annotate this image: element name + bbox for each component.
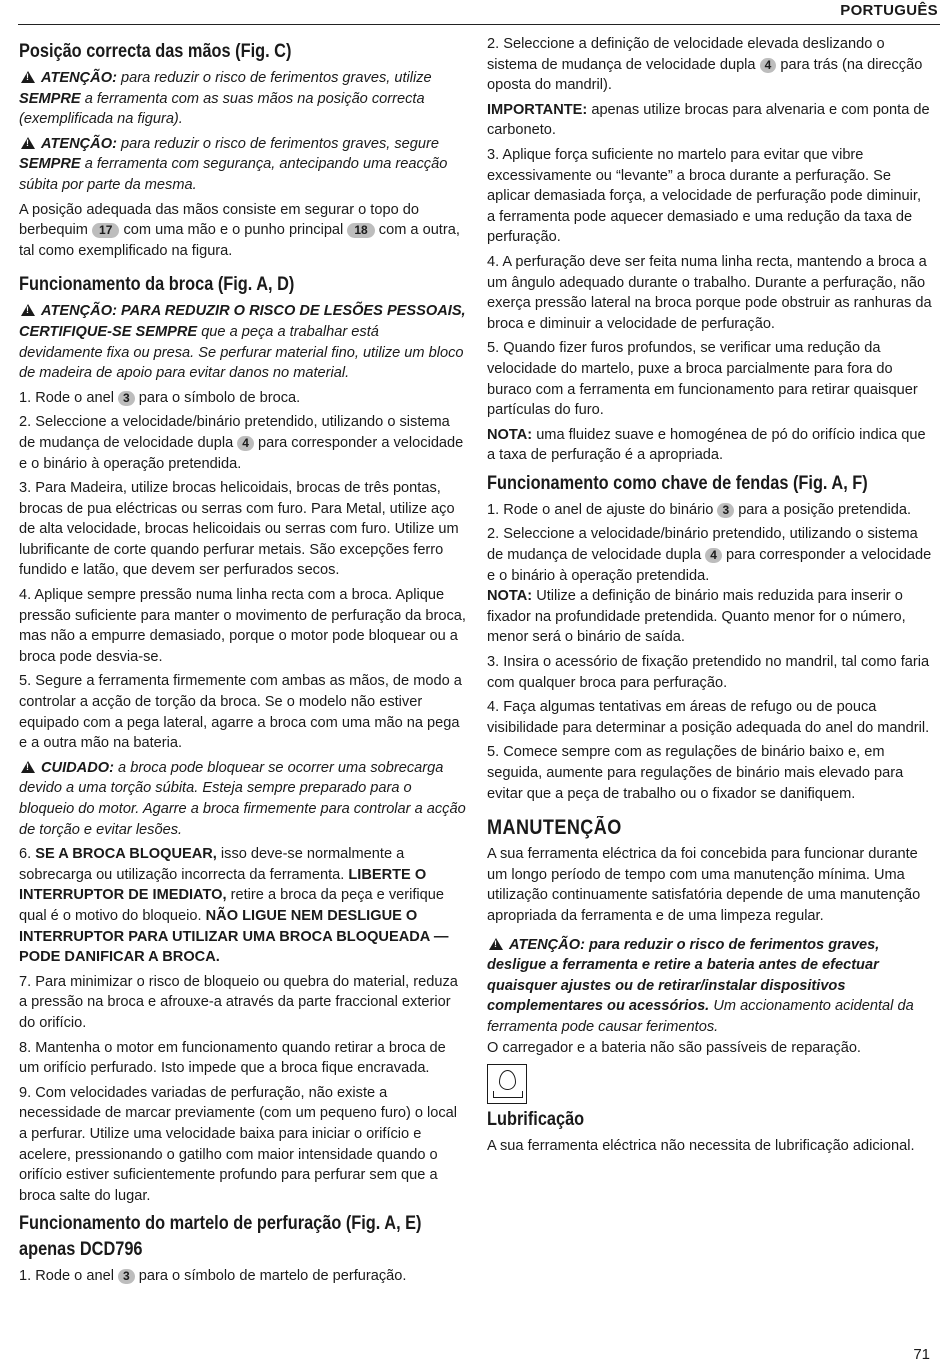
warning-triangle-icon: [21, 761, 35, 773]
right-column: [487, 34, 933, 1161]
warning-triangle-icon: [21, 71, 35, 83]
ref-badge: 3: [118, 1269, 135, 1284]
screw-step-3: 3. Insira o acessório de fixação pretendido no mandril, tal como faria com qualquer broca para perfuração.: [487, 654, 930, 691]
page-header: [18, 0, 940, 25]
drill-step-9: 9. Com velocidades variadas de perfuração, não existe a necessidade de marcar previamente (com um pequeno furo) o local a perfurar. Utilize uma velocidade baixa para iniciar o orifício e acelere, pressionando o gatilho com maior intensidade quando o orifício estiver suficientemente profundo para perfurar sem que a broca salte do lugar.: [19, 1084, 458, 1204]
hammer-step-2: 2. Seleccione a definição de velocidade elevada deslizando o sistema de mudança de velocidade dupla 4 para trás (na direcção oposta do mandril).: [487, 36, 923, 94]
warning-maintenance: !ATENÇÃO: para reduzir o risco de ferimentos graves, desligue a ferramenta e retire a bateria antes de efectuar quaisquer ajustes ou de retirar/instalar dispositivos complementares ou acessórios. Um accionamento acidental da ferramenta pode causar ferimentos.: [487, 935, 933, 1038]
screw-step-4: 4. Faça algumas tentativas em áreas de refugo ou de pouca visibilidade para determinar a posição adequada do anel do mandril.: [487, 699, 930, 736]
drill-step-5: 5. Segure a ferramenta firmemente com ambas as mãos, de modo a controlar a acção de torção da broca. Se o modelo não estiver equipado com a pega lateral, agarre a broca com uma mão na pega e a outra mão na bateria.: [19, 673, 462, 752]
hammer-step-1: 1. Rode o anel 3 para o símbolo de martelo de perfuração.: [19, 1268, 407, 1285]
heading-maintenance: MANUTENÇÃO: [487, 816, 622, 840]
ref-badge: 17: [92, 223, 119, 238]
lubrication-paragraph: A sua ferramenta eléctrica não necessita de lubrificação adicional.: [487, 1138, 915, 1155]
maintenance-note: O carregador e a bateria não são passíveis de reparação.: [487, 1039, 861, 1056]
drill-step-7: 7. Para minimizar o risco de bloqueio ou quebra do material, reduza a pressão na broca e afrouxe-a através da parte fraccional exterior do orifício.: [19, 973, 458, 1031]
drill-step-4: 4. Aplique sempre pressão numa linha recta com a broca. Aplique pressão suficiente para manter o movimento de perfuração da broca, mas não a empurre demasiado, porque o motor pode bloquear ou a broca pode desvia-se.: [19, 587, 466, 665]
heading-hand-position: Posição correcta das mãos (Fig. C): [19, 41, 292, 62]
ref-badge: 4: [760, 58, 777, 73]
important-note: IMPORTANTE: apenas utilize brocas para alvenaria e com ponta de carboneto.: [487, 101, 930, 139]
warning-hands-1: !ATENÇÃO: para reduzir o risco de ferimentos graves, utilize SEMPRE a ferramenta com as suas mãos na posição correcta (exemplificada na figura).: [19, 68, 466, 130]
hammer-step-3: 3. Aplique força suficiente no martelo para evitar que vibre excessivamente ou “levante” a broca durante a perfuração. Se aplicar demasiada força, a velocidade de perfuração pode diminuir, a ferramenta pode aquecer demasiado e uma redução da taxa de perfuração.: [487, 146, 922, 246]
drill-step-2: 2. Seleccione a velocidade/binário pretendido, utilizando o sistema de mudança de velocidade dupla 4 para corresponder a velocidade e o binário à operação pretendida.: [19, 414, 464, 472]
language-label: PORTUGUÊS: [840, 2, 938, 19]
warning-hands-2: !ATENÇÃO: para reduzir o risco de ferimentos graves, segure SEMPRE a ferramenta com segurança, antecipando uma reacção súbita por parte da mesma.: [19, 134, 466, 196]
drill-step-6: 6. SE A BROCA BLOQUEAR, isso deve-se normalmente a sobrecarga ou utilização incorrecta da ferramenta. LIBERTE O INTERRUPTOR DE IMEDIATO, retire a broca da peça e verifique qual é o motivo do bloqueio. NÃO LIGUE NEM DESLIGUE O INTERRUPTOR PARA UTILIZAR UMA BROCA BLOQUEADA — PODE DANIFICAR A BROCA.: [19, 846, 449, 966]
heading-screwdriver: Funcionamento como chave de fendas (Fig. A, F): [487, 472, 868, 494]
screw-step-5: 5. Comece sempre com as regulações de binário baixo e, em seguida, aumente para regulações de binário mais elevado para evitar que a peça de trabalho ou o fixador se danifiquem.: [487, 744, 904, 802]
warning-triangle-icon: [21, 137, 35, 149]
ref-badge: 3: [717, 503, 734, 518]
note-torque: NOTA: Utilize a definição de binário mais reduzida para inserir o fixador na profundidade pretendida. Quanto menor for o número, menor será o binário de saída.: [487, 588, 906, 646]
drill-step-3: 3. Para Madeira, utilize brocas helicoidais, brocas de três pontas, brocas de pua eléctricas ou serras com furo. Para Metal, utilize aço de alta velocidade, brocas helicoidais ou serras com furo. Utilize um lubrificante de corte quando perfurar metais. São excepções ferro fundido e latão, que devem ser perfurados secos.: [19, 480, 459, 579]
warning-triangle-icon: [21, 304, 35, 316]
drill-step-1: 1. Rode o anel 3 para o símbolo de broca.: [19, 389, 301, 406]
screw-step-1: 1. Rode o anel de ajuste do binário 3 para a posição pretendida.: [487, 501, 912, 518]
heading-lubrication: Lubrificação: [487, 1109, 585, 1131]
caution-drill: !CUIDADO: a broca pode bloquear se ocorrer uma sobrecarga devido a uma torção súbita. Esteja sempre preparado para o bloqueio do motor. Agarre a broca firmemente para controlar a acção de torção e evitar lesões.: [19, 758, 466, 840]
screw-step-2: 2. Seleccione a velocidade/binário pretendido, utilizando o sistema de mudança de velocidade dupla 4 para corresponder a velocidade e o binário à operação pretendida.: [487, 526, 932, 584]
hand-position-paragraph: A posição adequada das mãos consiste em segurar o topo do berbequim 17 com uma mão e o punho principal 18 com a outra, tal como exemplificado na figura.: [19, 201, 460, 259]
warning-drill: !ATENÇÃO: PARA REDUZIR O RISCO DE LESÕES PESSOAIS, CERTIFIQUE-SE SEMPRE que a peça a trabalhar está devidamente fixa ou presa. Se perfurar material fino, utilize um bloco de madeira de apoio para evitar danos no material.: [19, 301, 466, 383]
ref-badge: 3: [118, 391, 135, 406]
page-number: 71: [913, 1346, 930, 1363]
hammer-step-5: 5. Quando fizer furos profundos, se verificar uma redução da velocidade do martelo, puxe a broca parcialmente para fora do buraco com a ferramenta em funcionamento para retirar quaisquer partículas do furo.: [487, 340, 918, 419]
heading-hammer-model: apenas DCD796: [19, 1239, 143, 1261]
left-column: [19, 34, 466, 1291]
heading-hammer-drill: Funcionamento do martelo de perfuração (Fig. A, E): [19, 1213, 422, 1235]
ref-badge: 4: [705, 548, 722, 563]
lubrication-icon: [487, 1064, 527, 1104]
ref-badge: 4: [237, 436, 254, 451]
ref-badge: 18: [347, 223, 374, 238]
warning-triangle-icon: [489, 938, 503, 950]
maintenance-paragraph: A sua ferramenta eléctrica da foi concebida para funcionar durante um longo período de tempo com uma manutenção mínima. Uma utilização continuamente satisfatória depende de uma manutenção apropriada da ferramenta e de uma limpeza regular.: [487, 846, 921, 924]
drill-step-8: 8. Mantenha o motor em funcionamento quando retirar a broca de um orifício perfurado. Isto impede que a broca fique encravada.: [19, 1039, 446, 1077]
note-dust: NOTA: uma fluidez suave e homogénea de pó do orifício indica que a taxa de perfuração é a apropriada.: [487, 426, 926, 464]
heading-drill-operation: Funcionamento da broca (Fig. A, D): [19, 274, 295, 296]
hammer-step-4: 4. A perfuração deve ser feita numa linha recta, mantendo a broca a um ângulo adequado durante o trabalho. Durante a perfuração, não exerça pressão lateral na broca porque pode obstruir as ranhuras da broca e diminuir a velocidade de perfuração.: [487, 253, 932, 332]
